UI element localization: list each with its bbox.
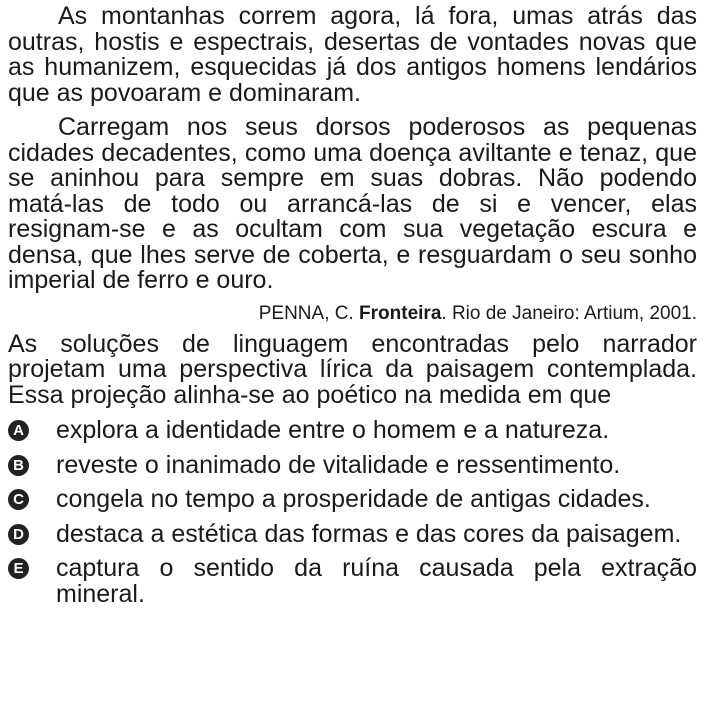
citation-publication: . Rio de Janeiro: Artium, 2001.	[441, 302, 697, 324]
option-d[interactable]	[8, 519, 697, 548]
citation	[8, 303, 697, 325]
option-d-letter-icon: D	[8, 524, 29, 545]
option-e[interactable]	[8, 556, 697, 607]
passage	[8, 4, 697, 294]
option-c[interactable]	[8, 487, 697, 513]
passage-paragraph-1: As montanhas correm agora, lá fora, umas atrás das outras, hostis e espectrais, desertas de vontades novas que as humanizem, esquecidas já dos antigos homens lendários que as povoaram e dominaram.	[8, 2, 697, 107]
citation-title: Fronteira	[359, 302, 442, 324]
option-a-text: explora a identidade entre o homem e a natureza.	[56, 416, 610, 444]
option-b-text: reveste o inanimado de vitalidade e ressentimento.	[56, 450, 621, 479]
option-e-text: captura o sentido da ruína causada pela extração mineral.	[56, 554, 697, 608]
option-b-letter-icon: B	[8, 455, 29, 476]
passage-paragraph-2: Carregam nos seus dorsos poderosos as pequenas cidades decadentes, como uma doença aviltante e tenaz, que se aninhou para sempre em suas dobras. Não podendo matá-las de todo ou arrancá-las de si e vencer, elas resignam-se e as ocultam com sua vegetação escura e densa, que lhes serve de coberta, e resguardam o seu sonho imperial de ferro e ouro.	[8, 113, 697, 294]
citation-author: PENNA, C.	[258, 302, 360, 324]
question-stem: As soluções de linguagem encontradas pelo narrador projetam uma perspectiva lírica da paisagem contemplada. Essa projeção alinha-se ao poético na medida em que	[8, 329, 697, 409]
answer-options	[8, 418, 697, 607]
option-e-letter-icon: E	[8, 558, 29, 579]
option-a-letter-icon: A	[8, 420, 29, 441]
option-d-text: destaca a estética das formas e das cores da paisagem.	[56, 519, 682, 548]
option-c-letter-icon: C	[8, 489, 29, 510]
option-b[interactable]	[8, 450, 697, 479]
option-a[interactable]	[8, 418, 697, 444]
option-c-text: congela no tempo a prosperidade de antigas cidades.	[56, 485, 651, 513]
